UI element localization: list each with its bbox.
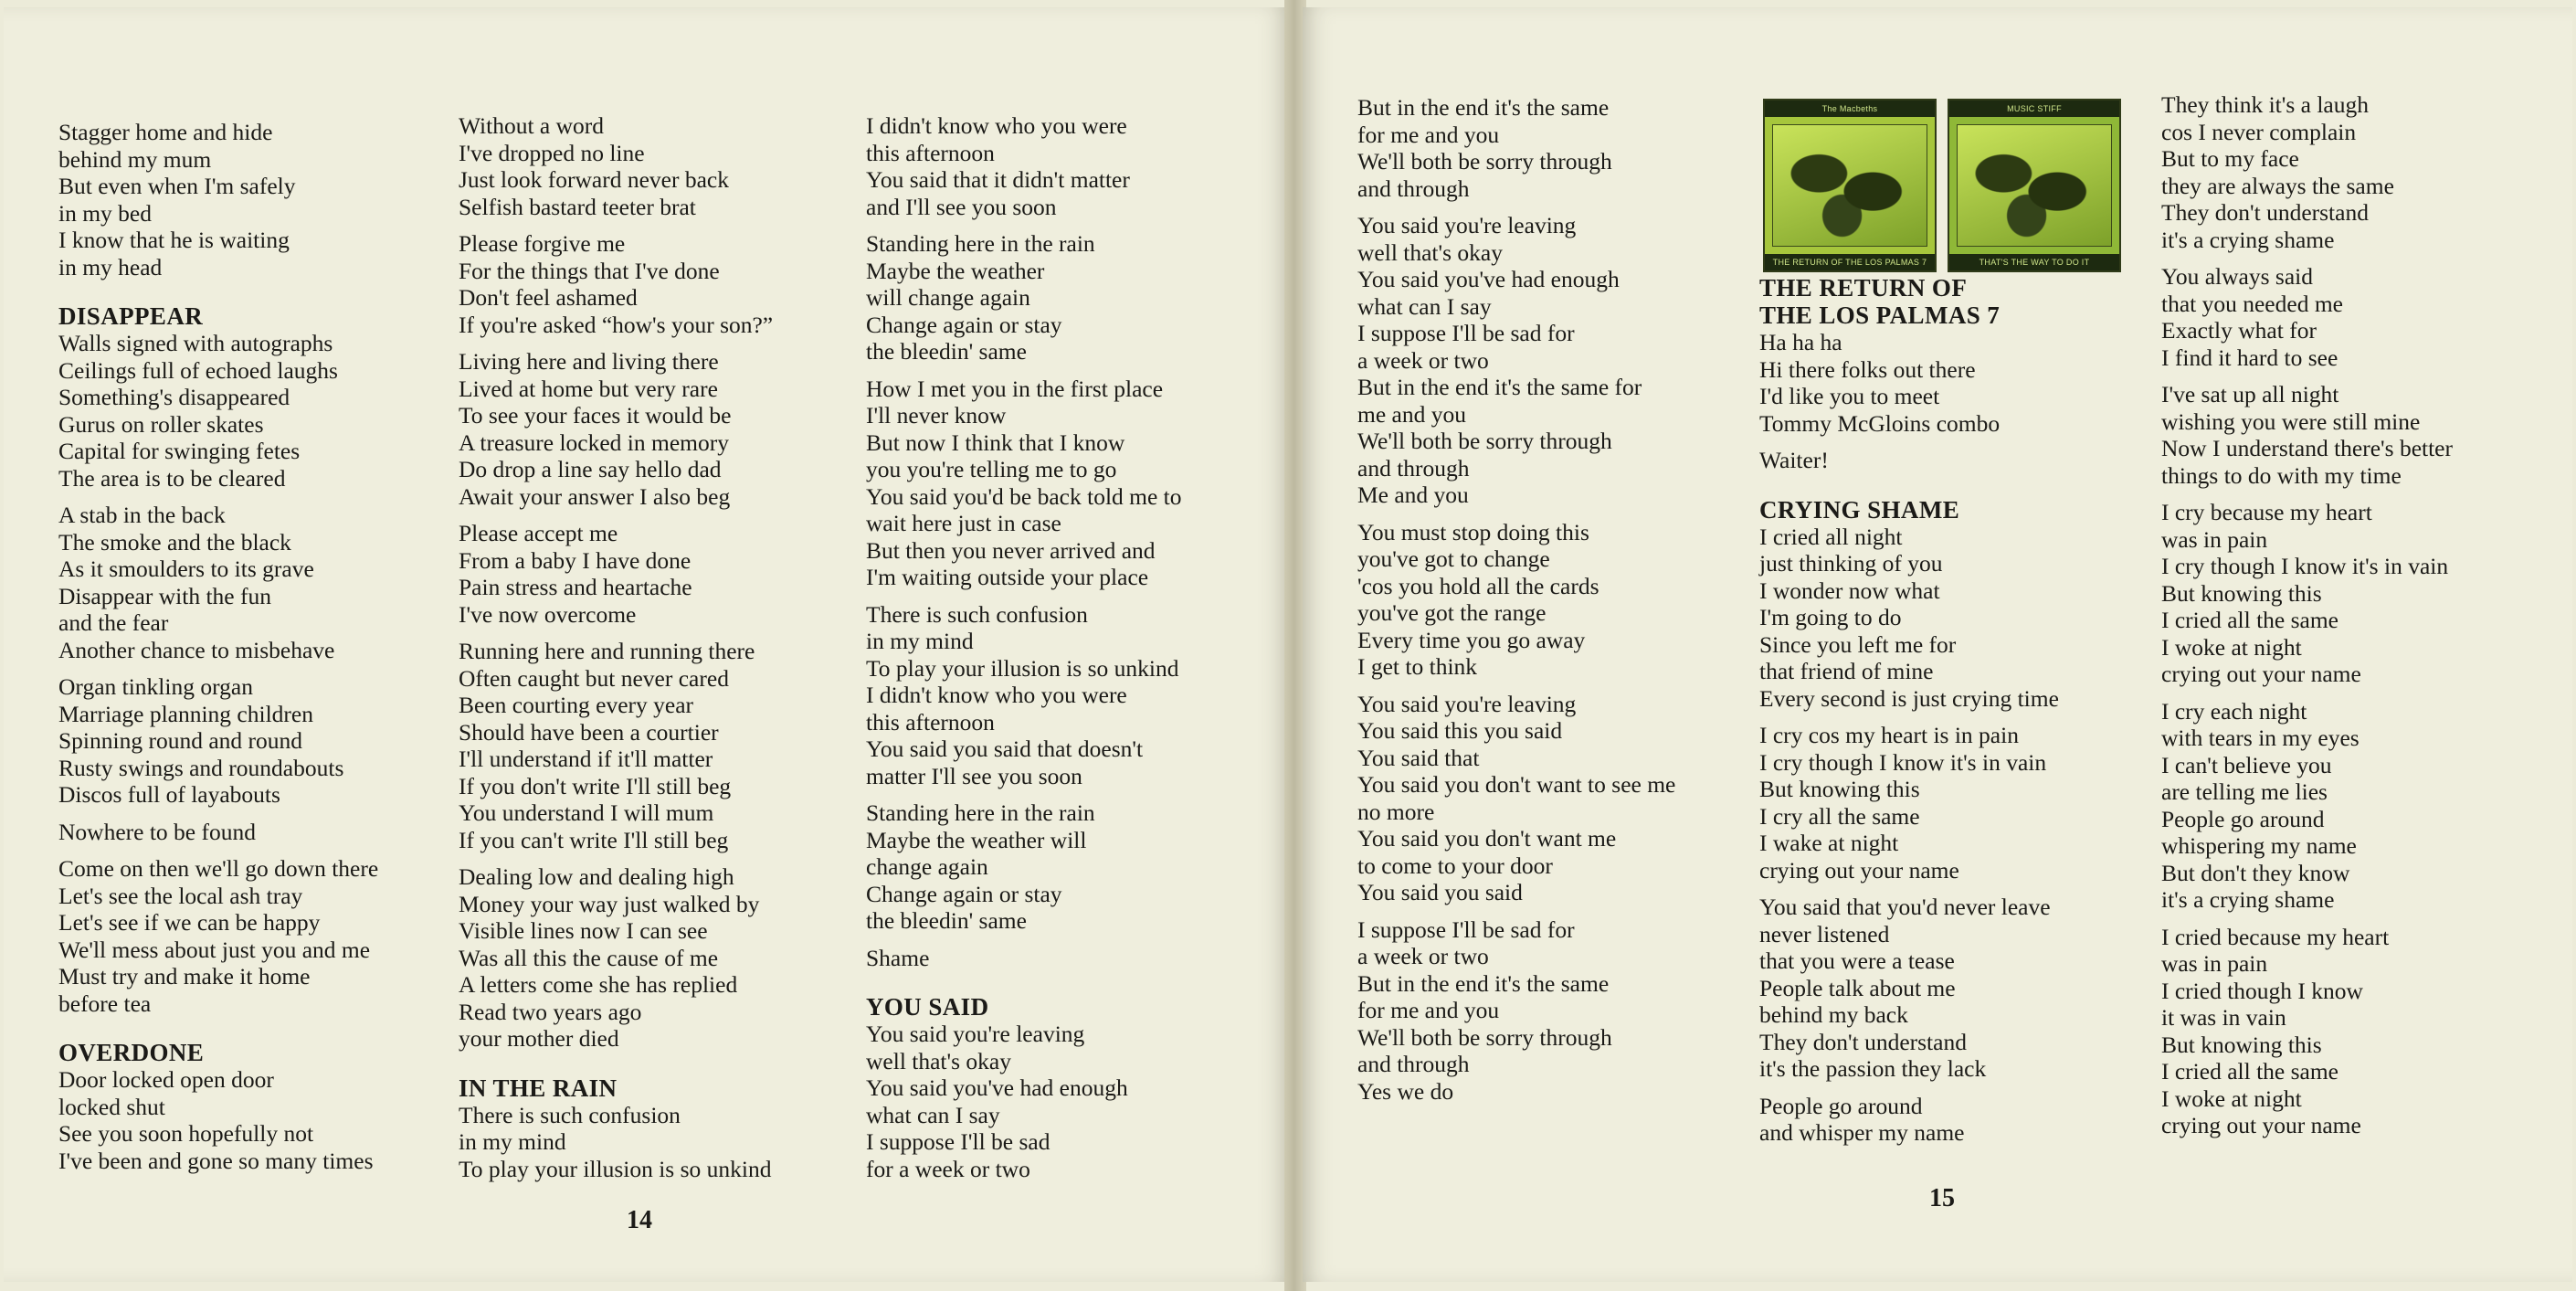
lyric-line: Gurus on roller skates <box>58 410 264 438</box>
lyric-line: Rusty swings and roundabouts <box>58 754 344 781</box>
lyric-line: it's a crying shame <box>2161 226 2335 253</box>
song-title: OVERDONE <box>58 1039 205 1066</box>
lyric-line: I know that he is waiting <box>58 227 290 253</box>
lyric-stanza <box>2161 698 2453 914</box>
lyric-stanza <box>58 855 378 1017</box>
lyric-line: it's a crying shame <box>2161 886 2335 913</box>
lyric-line: I cry though I know it's in vain <box>2161 553 2449 579</box>
lyric-line: Pain stress and heartache <box>459 574 692 600</box>
lyric-line: There is such confusion <box>459 1101 681 1128</box>
lyric-stanza <box>866 945 1182 972</box>
lyric-line: Change again or stay <box>866 880 1062 907</box>
lyric-stanza <box>1357 519 1675 681</box>
lyric-line: they are always the same <box>2161 172 2394 199</box>
lyric-line: Selfish bastard teeter brat <box>459 193 696 220</box>
lyric-line: you you're telling me to go <box>866 456 1117 482</box>
lyric-line: and the fear <box>58 609 169 636</box>
lyric-line: People go around <box>2161 805 2325 832</box>
lyric-line: I'll understand if it'll matter <box>459 746 713 772</box>
lyric-line: crying out your name <box>1759 856 1959 884</box>
lyric-line: wishing you were still mine <box>2161 407 2421 435</box>
lyric-line: are telling me lies <box>2161 778 2328 805</box>
lyric-stanza <box>2161 381 2453 489</box>
lyric-line: I woke at night <box>2161 633 2302 661</box>
lyric-line: no more <box>1357 798 1435 825</box>
lyric-line: Without a word <box>459 112 605 139</box>
album-cover-top-text: MUSIC STIFF <box>1949 101 2119 117</box>
lyric-line: cos I never complain <box>2161 118 2357 145</box>
lyric-line: But knowing this <box>2161 579 2322 607</box>
lyric-line: There is such confusion <box>866 600 1088 628</box>
lyric-line: For the things that I've done <box>459 257 720 284</box>
lyric-line: You said that <box>1357 744 1480 771</box>
song-title: THE LOS PALMAS 7 <box>1759 302 2001 329</box>
lyric-line: You must stop doing this <box>1357 518 1589 545</box>
lyric-line: in my bed <box>58 199 152 227</box>
lyric-line: and I'll see you soon <box>866 193 1057 220</box>
lyric-stanza <box>459 520 773 628</box>
lyric-stanza <box>866 1021 1182 1182</box>
lyric-line: with tears in my eyes <box>2161 725 2360 751</box>
lyric-line: Marriage planning children <box>58 700 313 727</box>
lyric-line: People talk about me <box>1759 974 1956 1001</box>
lyric-stanza <box>1357 916 1675 1106</box>
lyric-stanza <box>58 330 378 492</box>
lyric-line: Was all this the cause of me <box>459 944 719 971</box>
lyric-line: I've dropped no line <box>459 139 645 166</box>
lyric-line: that you needed me <box>2161 290 2343 317</box>
lyric-line: Capital for swinging fetes <box>58 438 301 464</box>
lyric-line: Lived at home but very rare <box>459 375 718 402</box>
lyric-line: me and you <box>1357 400 1466 428</box>
lyric-stanza <box>58 119 378 280</box>
lyric-line: You said you've had enough <box>1357 266 1620 292</box>
lyric-stanza <box>459 638 773 853</box>
page-number: 15 <box>1929 1184 1955 1212</box>
lyric-line: Walls signed with autographs <box>58 330 333 356</box>
lyric-line: I've now overcome <box>459 600 637 628</box>
lyric-line: If you're asked “how's your son?” <box>459 311 774 338</box>
lyric-line: Ceilings full of echoed laughs <box>58 356 338 384</box>
lyrics-column-3 <box>866 112 1182 1192</box>
lyric-line: was in pain <box>2161 525 2268 553</box>
lyric-line: a week or two <box>1357 346 1489 374</box>
lyric-stanza <box>1759 722 2059 884</box>
lyric-line: I cried all night <box>1759 523 1903 550</box>
lyric-line: Organ tinkling organ <box>58 673 253 700</box>
lyric-line: matter I'll see you soon <box>866 762 1082 789</box>
lyric-line: Just look forward never back <box>459 166 729 193</box>
lyric-line: I cried because my heart <box>2161 923 2390 950</box>
lyric-line: what can I say <box>1357 292 1492 320</box>
lyric-stanza <box>866 601 1182 790</box>
lyric-line: You said you're leaving <box>1357 690 1577 717</box>
lyric-line: But in the end it's the same for <box>1357 374 1642 400</box>
lyrics-column-2 <box>1759 274 2059 1157</box>
lyric-line: this afternoon <box>866 139 995 166</box>
lyric-line: You said you don't want to see me <box>1357 771 1676 798</box>
lyric-line: and through <box>1357 454 1470 481</box>
lyric-line: You said this you said <box>1357 717 1563 744</box>
lyric-line: I wonder now what <box>1759 577 1940 604</box>
lyric-stanza <box>866 230 1182 365</box>
lyric-line: You said you're leaving <box>866 1021 1085 1047</box>
lyric-line: just thinking of you <box>1759 550 1943 577</box>
lyric-line: Dealing low and dealing high <box>459 863 734 890</box>
lyric-line: Do drop a line say hello dad <box>459 456 722 482</box>
lyric-line: We'll both be sorry through <box>1357 428 1612 454</box>
lyric-line: in my mind <box>459 1128 566 1155</box>
lyric-line: A stab in the back <box>58 502 226 528</box>
lyric-line: I've sat up all night <box>2161 381 2339 407</box>
lyric-line: I cry because my heart <box>2161 499 2372 525</box>
song-title: DISAPPEAR <box>58 302 204 330</box>
song-title: IN THE RAIN <box>459 1074 618 1102</box>
lyric-line: You always said <box>2161 263 2313 290</box>
lyric-line: Please accept me <box>459 520 618 546</box>
lyric-line: But even when I'm safely <box>58 173 296 199</box>
lyric-line: Stagger home and hide <box>58 119 273 145</box>
lyric-line: Shame <box>866 944 930 971</box>
lyric-line: People go around <box>1759 1092 1923 1119</box>
lyric-line: for a week or two <box>866 1155 1030 1182</box>
lyric-line: They don't understand <box>2161 199 2369 226</box>
lyric-line: But in the end it's the same <box>1357 969 1610 997</box>
lyric-line: that friend of mine <box>1759 658 1934 684</box>
album-cover-photo <box>1772 124 1927 247</box>
album-cover-top-text: The Macbeths <box>1765 101 1935 117</box>
lyric-line: Visible lines now I can see <box>459 917 708 944</box>
lyric-stanza <box>2161 924 2453 1139</box>
lyric-line: and through <box>1357 1051 1470 1077</box>
lyric-line: I cried all the same <box>2161 1058 2338 1085</box>
lyric-line: To play your illusion is so unkind <box>459 1155 772 1182</box>
lyric-line: Please forgive me <box>459 230 626 257</box>
lyric-line: Ha ha ha <box>1759 329 1842 355</box>
lyric-line: Should have been a courtier <box>459 718 719 746</box>
lyric-line: locked shut <box>58 1093 165 1120</box>
lyric-line: Every second is just crying time <box>1759 684 2059 712</box>
lyric-stanza <box>58 673 378 809</box>
lyric-stanza <box>459 863 773 1053</box>
lyric-line: Waiter! <box>1759 447 1829 473</box>
lyric-line: Been courting every year <box>459 692 694 718</box>
lyric-line: But now I think that I know <box>866 429 1125 456</box>
lyric-line: A treasure locked in memory <box>459 429 729 456</box>
lyric-stanza <box>1759 1093 2059 1147</box>
lyric-line: You said you said <box>1357 879 1523 905</box>
lyric-line: I wake at night <box>1759 830 1899 856</box>
album-cover-bottom-text: THE RETURN OF THE LOS PALMAS 7 <box>1765 254 1935 270</box>
lyric-line: Disappear with the fun <box>58 582 271 609</box>
lyric-line: As it smoulders to its grave <box>58 556 314 582</box>
lyric-line: and whisper my name <box>1759 1119 1965 1146</box>
lyric-line: But in the end it's the same <box>1357 94 1610 121</box>
lyric-line: Let's see the local ash tray <box>58 882 303 909</box>
lyric-stanza <box>1759 524 2059 713</box>
lyric-line: Nowhere to be found <box>58 818 256 845</box>
lyric-line: If you don't write I'll still beg <box>459 772 732 799</box>
lyric-stanza <box>459 348 773 510</box>
song-title: YOU SAID <box>866 993 989 1021</box>
lyric-stanza <box>459 1102 773 1183</box>
lyric-line: You understand I will mum <box>459 799 714 826</box>
lyric-line: I cried all the same <box>2161 607 2338 633</box>
lyric-line: Standing here in the rain <box>866 799 1095 826</box>
lyric-line: You said you're leaving <box>1357 212 1577 238</box>
lyric-line: I suppose I'll be sad for <box>1357 915 1575 943</box>
lyric-line: the bleedin' same <box>866 907 1027 934</box>
lyric-line: before tea <box>58 989 152 1017</box>
lyric-line: Exactly what for <box>2161 317 2317 344</box>
song-title: CRYING SHAME <box>1759 495 1960 524</box>
lyric-line: for me and you <box>1357 997 1500 1023</box>
lyric-stanza <box>2161 91 2453 253</box>
lyrics-column-1 <box>1357 94 1675 1115</box>
album-cover-photo <box>1957 124 2112 247</box>
lyric-line: the bleedin' same <box>866 338 1027 365</box>
lyric-stanza <box>2161 263 2453 371</box>
lyric-line: Standing here in the rain <box>866 230 1095 257</box>
lyric-line: behind my back <box>1759 1001 1908 1028</box>
lyric-line: They think it's a laugh <box>2161 91 2369 118</box>
lyric-line: You said you've had enough <box>866 1074 1128 1101</box>
lyric-line: I'm waiting outside your place <box>866 564 1149 590</box>
lyric-line: I cry cos my heart is in pain <box>1759 722 2019 748</box>
lyric-line: See you soon hopefully not <box>58 1120 314 1147</box>
lyric-line: Since you left me for <box>1759 630 1957 658</box>
lyric-line: what can I say <box>866 1101 1000 1128</box>
lyric-line: I woke at night <box>2161 1085 2302 1112</box>
lyric-line: Hi there folks out there <box>1759 355 1976 383</box>
lyric-stanza <box>58 502 378 663</box>
lyric-line: You said you don't want me <box>1357 825 1617 852</box>
page-number: 14 <box>627 1206 652 1234</box>
lyric-line: They don't understand <box>1759 1028 1967 1055</box>
lyric-stanza <box>1759 894 2059 1083</box>
lyric-stanza <box>459 230 773 338</box>
lyric-line: I get to think <box>1357 653 1478 680</box>
album-cover-return-of-los-palmas <box>1763 99 1937 272</box>
lyric-line: was in pain <box>2161 950 2268 977</box>
lyric-stanza <box>866 112 1182 220</box>
lyric-line: I'll never know <box>866 402 1007 429</box>
lyric-line: How I met you in the first place <box>866 375 1164 402</box>
album-cover-thats-the-way <box>1948 99 2121 272</box>
lyric-line: Door locked open door <box>58 1066 274 1093</box>
lyric-line: it was in vain <box>2161 1004 2286 1031</box>
lyric-line: Often caught but never cared <box>459 664 729 692</box>
lyric-stanza <box>866 376 1182 591</box>
lyric-line: you've got to change <box>1357 545 1550 572</box>
lyric-line: Spinning round and round <box>58 727 303 754</box>
lyric-line: We'll mess about just you and me <box>58 936 371 963</box>
lyric-line: this afternoon <box>866 708 995 735</box>
lyric-line: things to do with my time <box>2161 461 2402 489</box>
lyric-line: in my head <box>58 253 163 280</box>
lyric-line: From a baby I have done <box>459 546 692 574</box>
right-page <box>1303 7 2572 1282</box>
lyric-stanza <box>866 799 1182 935</box>
lyric-line: Maybe the weather <box>866 257 1045 284</box>
lyrics-column-2 <box>459 112 773 1192</box>
song-title: THE RETURN OF <box>1759 274 1968 302</box>
lyric-line: Don't feel ashamed <box>459 284 638 311</box>
lyric-line: Tommy McGloins combo <box>1759 409 2001 437</box>
lyric-stanza <box>2161 499 2453 688</box>
lyric-line: If you can't write I'll still beg <box>459 826 729 853</box>
lyric-line: crying out your name <box>2161 1112 2361 1138</box>
lyric-line: wait here just in case <box>866 510 1061 536</box>
lyric-line: The smoke and the black <box>58 528 291 556</box>
lyric-line: in my mind <box>866 628 974 654</box>
lyric-line: Yes we do <box>1357 1077 1454 1105</box>
lyric-line: I didn't know who you were <box>866 112 1127 139</box>
lyric-line: to come to your door <box>1357 852 1553 879</box>
lyric-line: But to my face <box>2161 145 2299 172</box>
lyric-line: But don't they know <box>2161 859 2350 886</box>
lyric-line: But knowing this <box>2161 1031 2322 1058</box>
lyric-line: a week or two <box>1357 943 1489 969</box>
lyric-stanza <box>459 112 773 220</box>
lyric-line: I cry each night <box>2161 697 2307 725</box>
lyric-line: I'd like you to meet <box>1759 383 1940 409</box>
lyric-stanza <box>1357 212 1675 509</box>
lyric-line: whispering my name <box>2161 832 2357 859</box>
lyric-line: change again <box>866 853 988 880</box>
left-page <box>4 7 1288 1282</box>
lyric-line: I cry all the same <box>1759 802 1920 830</box>
lyric-line: I can't believe you <box>2161 751 2332 778</box>
lyric-line: I cried though I know <box>2161 977 2363 1004</box>
lyric-line: A letters come she has replied <box>459 971 738 998</box>
lyric-line: To see your faces it would be <box>459 402 732 429</box>
lyric-line: Change again or stay <box>866 311 1062 338</box>
lyrics-column-1 <box>58 119 378 1184</box>
lyric-line: You said that it didn't matter <box>866 166 1130 193</box>
lyric-line: But then you never arrived and <box>866 536 1156 564</box>
lyric-line: I find it hard to see <box>2161 344 2338 371</box>
lyric-line: Running here and running there <box>459 638 755 664</box>
lyric-line: We'll both be sorry through <box>1357 148 1612 175</box>
album-cover-bottom-text: THAT'S THE WAY TO DO IT <box>1949 254 2119 270</box>
lyric-line: But knowing this <box>1759 776 1920 802</box>
lyric-line: Must try and make it home <box>58 963 311 989</box>
lyric-line: will change again <box>866 284 1030 311</box>
lyric-line: well that's okay <box>866 1047 1011 1074</box>
lyric-line: 'cos you hold all the cards <box>1357 572 1599 599</box>
lyric-line: You said that you'd never leave <box>1759 894 2051 920</box>
lyric-stanza <box>1759 447 2059 474</box>
lyric-line: I suppose I'll be sad <box>866 1128 1050 1155</box>
lyric-stanza <box>1357 691 1675 906</box>
lyric-line: The area is to be cleared <box>58 464 286 492</box>
lyric-line: behind my mum <box>58 145 212 173</box>
lyric-line: Await your answer I also beg <box>459 482 731 510</box>
lyric-line: well that's okay <box>1357 238 1503 266</box>
lyric-line: I didn't know who you were <box>866 682 1127 708</box>
lyric-line: you've got the range <box>1357 599 1547 626</box>
lyric-line: I cry though I know it's in vain <box>1759 748 2047 776</box>
lyrics-column-3 <box>2161 91 2453 1149</box>
lyric-line: that you were a tease <box>1759 947 1955 974</box>
lyric-line: Every time you go away <box>1357 626 1586 653</box>
lyric-stanza <box>58 1066 378 1174</box>
lyric-line: crying out your name <box>2161 661 2361 687</box>
lyric-line: Me and you <box>1357 481 1469 508</box>
lyric-line: Another chance to misbehave <box>58 636 335 663</box>
lyric-line: Money your way just walked by <box>459 890 760 917</box>
lyric-stanza <box>1759 329 2059 437</box>
lyric-line: for me and you <box>1357 121 1500 148</box>
lyric-line: it's the passion they lack <box>1759 1055 1987 1082</box>
lyric-line: Maybe the weather will <box>866 826 1087 853</box>
lyric-stanza <box>58 819 378 846</box>
lyric-line: and through <box>1357 175 1470 202</box>
lyric-line: Living here and living there <box>459 348 719 375</box>
lyric-line: To play your illusion is so unkind <box>866 654 1179 682</box>
lyric-line: I suppose I'll be sad for <box>1357 320 1575 346</box>
lyric-line: Come on then we'll go down there <box>58 855 379 882</box>
lyric-line: Let's see if we can be happy <box>58 909 321 936</box>
lyric-line: Read two years ago <box>459 998 642 1025</box>
lyric-line: I'm going to do <box>1759 604 1902 630</box>
lyric-line: never listened <box>1759 920 1890 947</box>
lyric-line: Now I understand there's better <box>2161 435 2453 461</box>
lyric-line: You said you'd be back told me to <box>866 482 1182 510</box>
lyric-line: Something's disappeared <box>58 384 290 410</box>
lyric-line: We'll both be sorry through <box>1357 1023 1612 1051</box>
lyric-line: Discos full of layabouts <box>58 781 280 808</box>
lyric-line: You said you said that doesn't <box>866 735 1144 762</box>
lyric-line: I've been and gone so many times <box>58 1147 374 1174</box>
lyric-line: your mother died <box>459 1025 619 1052</box>
lyric-stanza <box>1357 94 1675 202</box>
